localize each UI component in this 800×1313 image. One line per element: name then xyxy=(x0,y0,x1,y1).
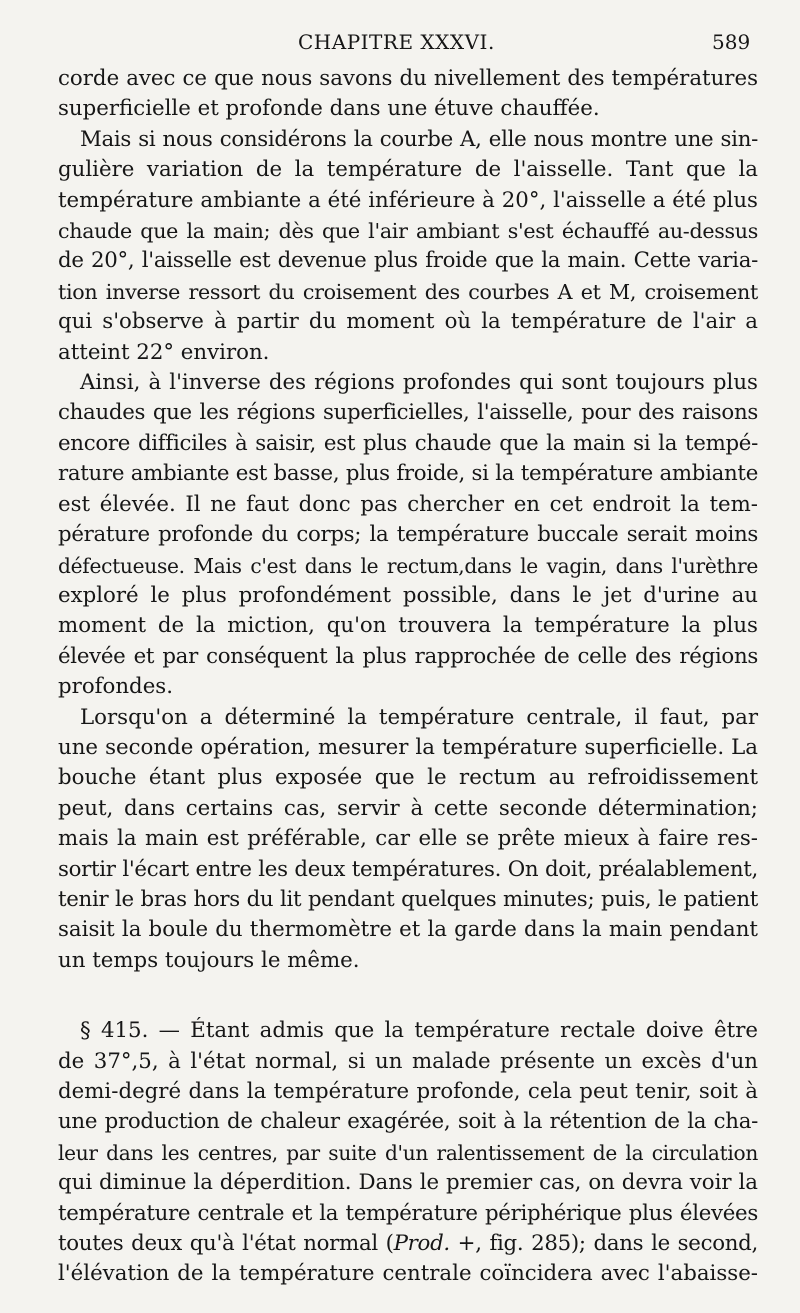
section-gap xyxy=(58,976,758,1016)
citation-after: +, fig. 285); dans le second, xyxy=(449,1231,758,1257)
text-line: chaude que la main; dès que l'air ambiant s'est échauffé au-dessus xyxy=(58,219,758,244)
text-line: tenir le bras hors du lit pendant quelques minutes; puis, le patient xyxy=(58,886,758,912)
text-line: corde avec ce que nous savons du nivellement des températures xyxy=(58,66,758,91)
text-line: de 37°,5, à l'état normal, si un malade présente un excès d'un xyxy=(58,1048,758,1074)
text-line: un temps toujours le même. xyxy=(58,947,360,973)
text-line: de 20°, l'aisselle est devenue plus froide que la main. Cette varia- xyxy=(58,248,758,274)
text-line: superficielle et profonde dans une étuve chauffée. xyxy=(58,96,600,122)
text-line: température ambiante a été inférieure à 20°, l'aisselle a été plus xyxy=(58,187,758,213)
text-line: défectueuse. Mais c'est dans le rectum,dans le vagin, dans l'urèthre xyxy=(58,553,758,578)
page-number: 589 xyxy=(712,30,751,54)
paragraph-5 xyxy=(58,1016,758,1290)
text-line: pérature profonde du corps; la température buccale serait moins xyxy=(58,522,758,548)
text-line: bouche étant plus exposée que le rectum au refroidissement xyxy=(58,765,758,791)
body-text xyxy=(58,64,758,1290)
text-line: température centrale et la température périphérique plus élevées xyxy=(58,1200,758,1226)
text-line: élevée et par conséquent la plus rapprochée de celle des régions xyxy=(58,643,758,669)
text-line-citation xyxy=(58,1229,758,1259)
text-line: chaudes que les régions superficielles, l'aisselle, pour des raisons xyxy=(58,400,758,426)
text-line: peut, dans certains cas, servir à cette seconde détermination; xyxy=(58,795,758,821)
citation-italic: Prod. xyxy=(393,1231,450,1257)
text-line: leur dans les centres, par suite d'un ralentissement de la circulation xyxy=(58,1140,758,1165)
paragraph-2 xyxy=(58,125,758,368)
text-line: une production de chaleur exagérée, soit à la rétention de la cha- xyxy=(58,1109,758,1135)
paragraph-1 xyxy=(58,64,758,125)
text-line: encore difficiles à saisir, est plus chaude que la main si la tempé- xyxy=(58,430,758,456)
text-line: saisit la boule du thermomètre et la garde dans la main pendant xyxy=(58,917,758,943)
text-line: l'élévation de la température centrale coïncidera avec l'abaisse- xyxy=(58,1261,758,1287)
text-line: Mais si nous considérons la courbe A, elle nous montre une sin- xyxy=(80,126,758,152)
citation-before: toutes deux qu'à l'état normal ( xyxy=(58,1231,394,1257)
chapter-title: CHAPITRE XXXVI. xyxy=(298,30,495,54)
text-line: est élevée. Il ne faut donc pas chercher en cet endroit la tem- xyxy=(58,491,758,517)
text-line: demi-degré dans la température profonde, cela peut tenir, soit à xyxy=(58,1079,758,1104)
text-line: moment de la miction, qu'on trouvera la température la plus xyxy=(58,613,758,639)
text-line: rature ambiante est basse, plus froide, si la température ambiante xyxy=(58,461,758,487)
text-line: gulière variation de la température de l'aisselle. Tant que la xyxy=(58,157,758,183)
text-line: Ainsi, à l'inverse des régions profondes qui sont toujours plus xyxy=(80,370,758,396)
running-head xyxy=(0,30,800,60)
text-line: exploré le plus profondément possible, dans le jet d'urine au xyxy=(58,582,758,608)
text-line: une seconde opération, mesurer la température superficielle. La xyxy=(58,734,758,760)
text-line: mais la main est préférable, car elle se prête mieux à faire res- xyxy=(58,826,758,852)
paragraph-3 xyxy=(58,368,758,702)
text-line: sortir l'écart entre les deux températures. On doit, préalablement, xyxy=(58,856,758,882)
section-heading-line: § 415. — Étant admis que la température rectale doive être xyxy=(80,1018,758,1044)
paragraph-4 xyxy=(58,703,758,977)
text-line: profondes. xyxy=(58,674,173,700)
text-line: qui diminue la déperdition. Dans le premier cas, on devra voir la xyxy=(58,1170,758,1196)
text-line: qui s'observe à partir du moment où la température de l'air a xyxy=(58,309,758,335)
text-line: atteint 22° environ. xyxy=(58,339,270,365)
text-line: tion inverse ressort du croisement des courbes A et M, croisement xyxy=(58,279,758,304)
text-line: Lorsqu'on a déterminé la température centrale, il faut, par xyxy=(80,704,758,730)
